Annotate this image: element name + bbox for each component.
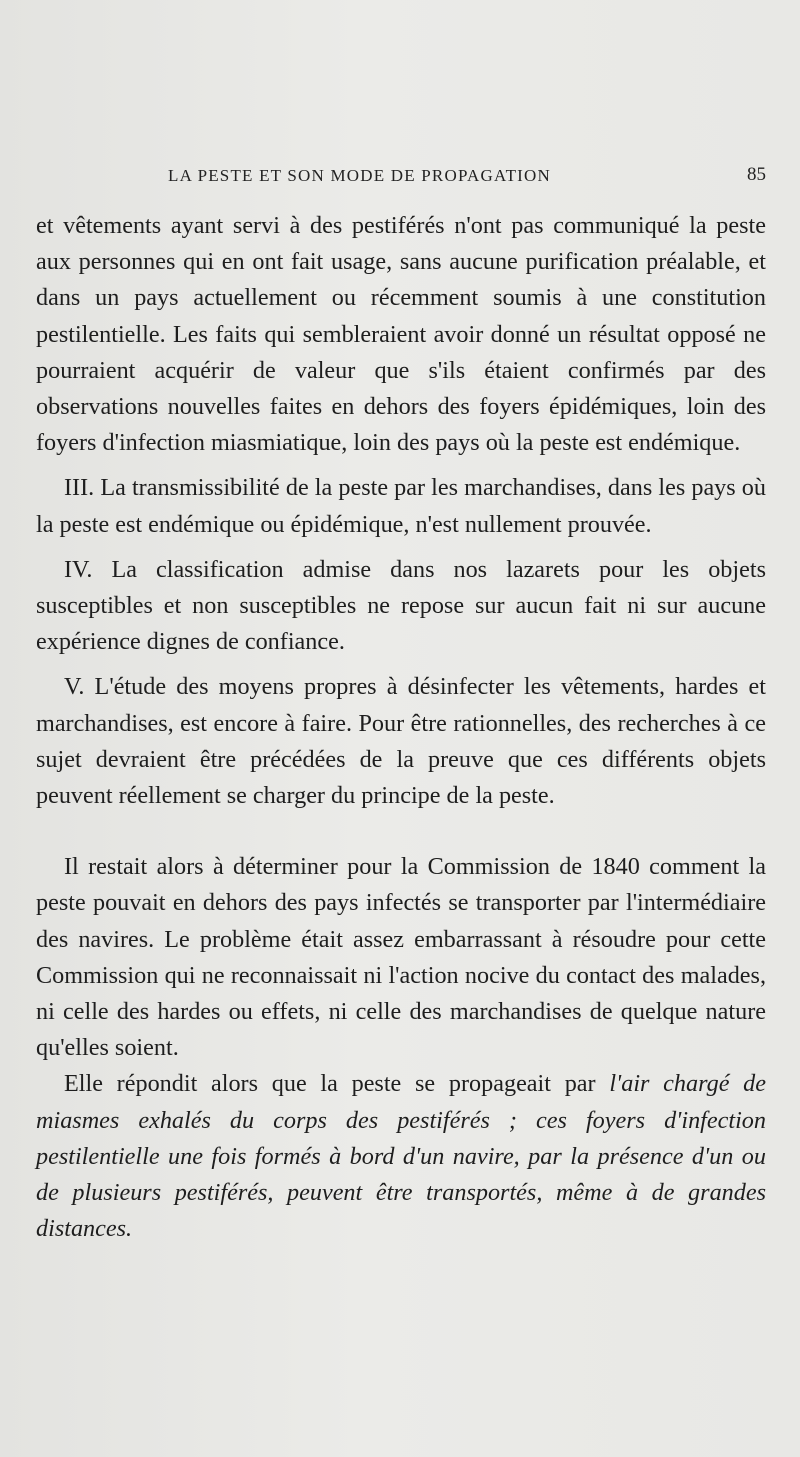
- response-quote: l'air chargé de miasmes exhalés du corps des pestiférés ; ces foyers d'infection pestilentielle une fois formés à bord d'un navire, par la présence d'un ou de plusieurs pestiférés, peuvent être transportés, même à de grandes distances.: [36, 1070, 767, 1243]
- body-text: [36, 208, 766, 1247]
- page-number: 85: [747, 164, 766, 185]
- paragraph-response: [36, 1066, 766, 1247]
- page-header: [36, 162, 766, 192]
- paragraph-item-iv: IV. La classification admise dans nos lazarets pour les objets susceptibles et non susceptibles ne repose sur aucun fait ni sur aucune expérience dignes de confiance.: [36, 555, 766, 656]
- paragraph-commission-1840: Il restait alors à déterminer pour la Commission de 1840 comment la peste pouvait en dehors des pays infectés se transporter par l'intermédiaire des navires. Le problème était assez embarrassant à résoudre pour cette Commission qui ne reconnaissait ni l'action nocive du contact des malades, ni celle des hardes ou effets, ni celle des marchandises de quelque nature qu'elles soient.: [36, 853, 766, 1062]
- running-title: LA PESTE ET SON MODE DE PROPAGATION: [168, 166, 551, 185]
- paragraph-item-v: V. L'étude des moyens propres à désinfecter les vêtements, hardes et marchandises, est encore à faire. Pour être rationnelles, des recherches à ce sujet devraient être précédées de la preuve que ces différents objets peuvent réellement se charger du principe de la peste.: [36, 673, 766, 810]
- paragraph-continued: et vêtements ayant servi à des pestiférés n'ont pas communiqué la peste aux personnes qui en ont fait usage, sans aucune purification préalable, et dans un pays actuellement ou récemment soumis à une constitution pestilentielle. Les faits qui sembleraient avoir donné un résultat opposé ne pourraient acquérir de valeur que s'ils étaient confirmés par des observations nouvelles faites en dehors des foyers épidémiques, loin des foyers d'infection miasmiatique, loin des pays où la peste est endémique.: [36, 212, 766, 457]
- paragraph-item-iii: III. La transmissibilité de la peste par les marchandises, dans les pays où la peste est endémique ou épidémique, n'est nullement prouvée.: [36, 474, 766, 538]
- response-intro: Elle répondit alors que la peste se propageait par: [64, 1070, 610, 1098]
